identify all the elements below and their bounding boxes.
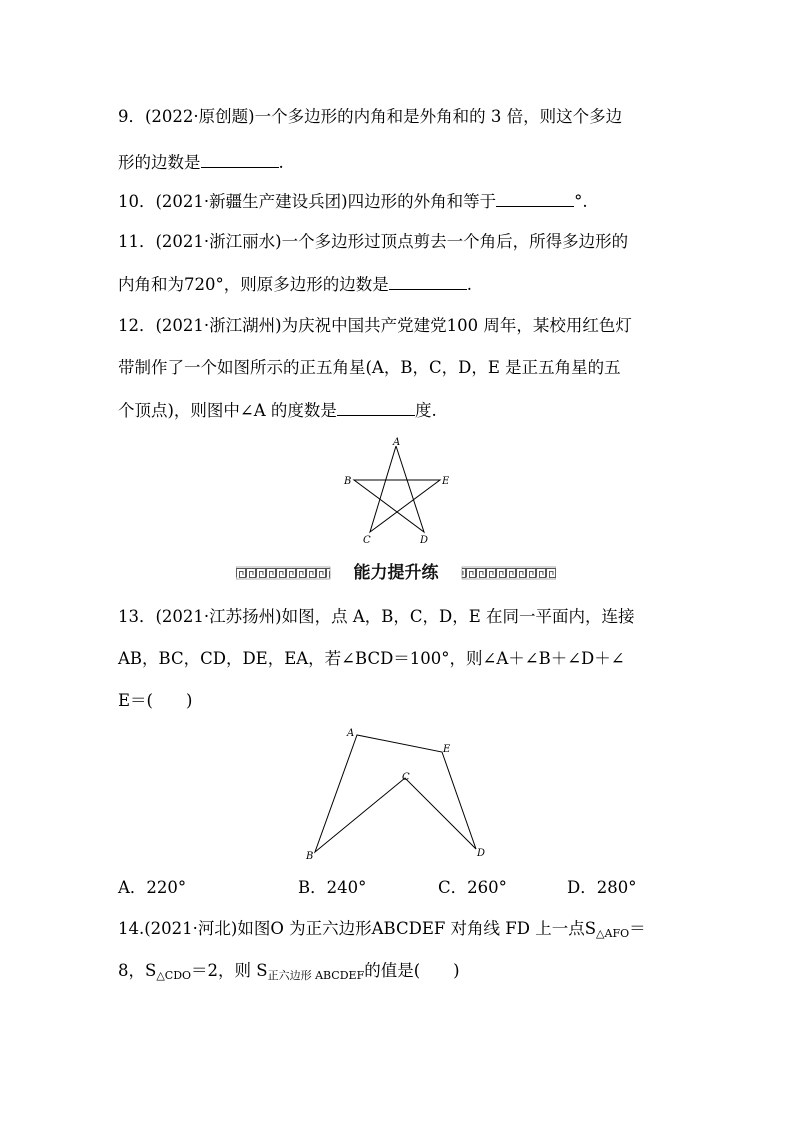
- q14-text-1: 14.(2021·河北)如图O 为正六边形ABCDEF 对角线 FD 上一点S: [118, 919, 597, 938]
- q10-end: °.: [574, 192, 588, 211]
- answer-blank[interactable]: [201, 151, 279, 168]
- section-title: 能力提升练: [353, 563, 439, 583]
- q14-text-4: ＝2，则 S: [191, 961, 268, 980]
- q9-end: .: [278, 153, 284, 172]
- answer-blank[interactable]: [496, 190, 574, 207]
- option-b[interactable]: B．240°: [298, 878, 367, 897]
- q13-line1: 13．(2021·江苏扬州)如图，点 A，B，C，D，E 在同一平面内，连接: [118, 607, 635, 626]
- q14-text-3: 8，S: [118, 961, 157, 980]
- q14-sub-cdo: △CDO: [156, 969, 192, 982]
- q11-text: 内角和为720°，则原多边形的边数是: [118, 275, 389, 294]
- star-label-c: C: [363, 535, 371, 546]
- star-label-b: B: [344, 476, 352, 487]
- q12-line1: 12．(2021·浙江湖州)为庆祝中国共产党建党100 周年，某校用红色灯: [118, 316, 632, 335]
- q11-line1: 11．(2021·浙江丽水)一个多边形过顶点剪去一个角后，所得多边形的: [118, 232, 629, 251]
- pent-label-d: D: [477, 848, 486, 859]
- q13-line2: AB，BC，CD，DE，EA，若∠BCD＝100°，则∠A＋∠B＋∠D＋∠: [118, 649, 625, 668]
- polygon-lines: [315, 735, 476, 852]
- q12-line3: [118, 399, 437, 422]
- q14-text-5: 的值是( ): [364, 961, 460, 980]
- q10-line: [118, 190, 588, 213]
- q14-sub-hexagon: 正六边形 ABCDEF: [267, 969, 365, 982]
- q14-sub-afo: △AFO: [596, 927, 630, 940]
- q10-text: 10．(2021·新疆生产建设兵团)四边形的外角和等于: [118, 192, 497, 211]
- pent-label-b: B: [306, 851, 314, 862]
- q12-end: 度.: [414, 401, 437, 420]
- q11-line2: [118, 273, 472, 296]
- q14-line1: [118, 918, 646, 945]
- option-a[interactable]: A．220°: [118, 878, 187, 897]
- q11-end: .: [466, 275, 472, 294]
- option-c[interactable]: C．260°: [438, 878, 507, 897]
- q9-text: 形的边数是: [118, 153, 201, 172]
- q12-line2: 带制作了一个如图所示的正五角星(A，B，C，D，E 是正五角星的五: [118, 358, 621, 377]
- q9-line1: 9．(2022·原创题)一个多边形的内角和是外角和的 3 倍，则这个多边: [118, 107, 623, 126]
- star-label-a: A: [393, 437, 401, 448]
- answer-blank[interactable]: [337, 399, 415, 416]
- pentagram-lines: [354, 446, 440, 532]
- polygon-abcde-figure: [300, 722, 496, 864]
- pentagram-figure: [336, 434, 460, 548]
- star-label-e: E: [442, 476, 450, 487]
- answer-blank[interactable]: [389, 273, 467, 290]
- q12-text: 个顶点)，则图中∠A 的度数是: [118, 401, 337, 420]
- q14-text-2: ＝: [629, 919, 646, 938]
- q13-line3: E＝( ): [118, 691, 193, 710]
- option-d[interactable]: D．280°: [567, 878, 637, 897]
- pent-label-a: A: [347, 728, 355, 739]
- section-banner: [236, 560, 556, 586]
- pent-label-e: E: [443, 744, 451, 755]
- star-label-d: D: [420, 535, 429, 546]
- q9-line2: [118, 151, 284, 174]
- q14-line2: [118, 960, 460, 987]
- pent-label-c: C: [402, 772, 410, 783]
